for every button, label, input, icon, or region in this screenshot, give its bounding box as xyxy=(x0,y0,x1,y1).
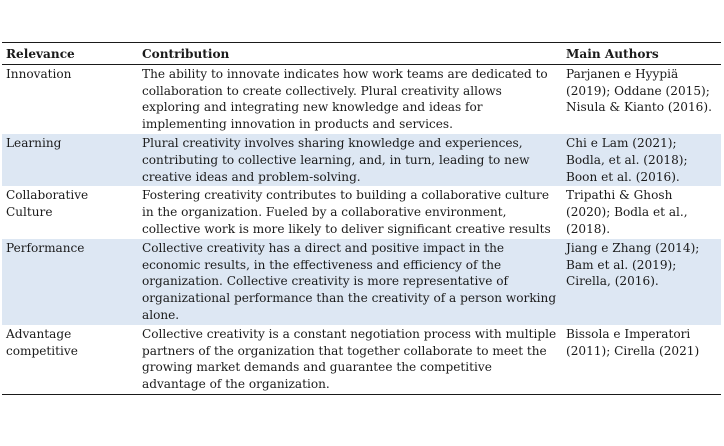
cell-relevance: Innovation xyxy=(6,66,72,81)
table-header xyxy=(2,43,721,65)
cell-contribution: The ability to innovate indicates how work teams are dedicated to collaboration to create collectively. Plural creativity allows exploring and integrating new knowledge and ideas for implementing innovation in products and services. xyxy=(142,66,548,132)
cell-relevance: Collaborative Culture xyxy=(6,188,89,220)
cell-authors: Tripathi & Ghosh (2020); Bodla et al., (2018). xyxy=(566,188,688,236)
header-row xyxy=(2,43,721,65)
table-body xyxy=(2,64,721,394)
cell-contribution: Fostering creativity contributes to building a collaborative culture in the organization. Fueled by a collaborative environment, collective work is more likely to deliver significant creative results xyxy=(142,188,551,236)
cell-contribution: Plural creativity involves sharing knowledge and experiences, contributing to collective learning, and, in turn, leading to new creative ideas and problem-solving. xyxy=(138,134,562,186)
relevance-table xyxy=(2,42,721,395)
cell-contribution: Collective creativity has a direct and positive impact in the economic results, in the effectiveness and efficiency of the organization. Collective creativity is more representative of organizational performance than the creativity of a person working alone. xyxy=(138,239,562,325)
cell-authors: Chi e Lam (2021); Bodla, et al. (2018); Boon et al. (2016). xyxy=(562,134,721,186)
table-row-learning xyxy=(2,134,721,186)
cell-relevance: Performance xyxy=(2,239,138,325)
table-row-innovation xyxy=(2,64,721,134)
header-relevance: Relevance xyxy=(2,43,138,65)
cell-authors: Bissola e Imperatori (2011); Cirella (2021) xyxy=(562,325,721,395)
header-main-authors: Main Authors xyxy=(562,43,721,65)
cell-relevance: Advantage competitive xyxy=(2,325,138,395)
cell-contribution: Collective creativity is a constant negotiation process with multiple partners of the organization that together collaborate to meet the growing market demands and guarantee the competitive advantage of the organization. xyxy=(138,325,562,395)
table-row-performance xyxy=(2,239,721,325)
table-row-collaborative-culture xyxy=(2,186,721,238)
cell-relevance: Learning xyxy=(2,134,138,186)
header-contribution: Contribution xyxy=(138,43,562,65)
cell-authors: Jiang e Zhang (2014); Bam et al. (2019); Cirella, (2016). xyxy=(562,239,721,325)
relevance-table-container xyxy=(2,42,721,395)
cell-authors: Parjanen e Hyypiä (2019); Oddane (2015); Nisula & Kianto (2016). xyxy=(566,66,712,115)
table-row-advantage-competitive xyxy=(2,325,721,395)
